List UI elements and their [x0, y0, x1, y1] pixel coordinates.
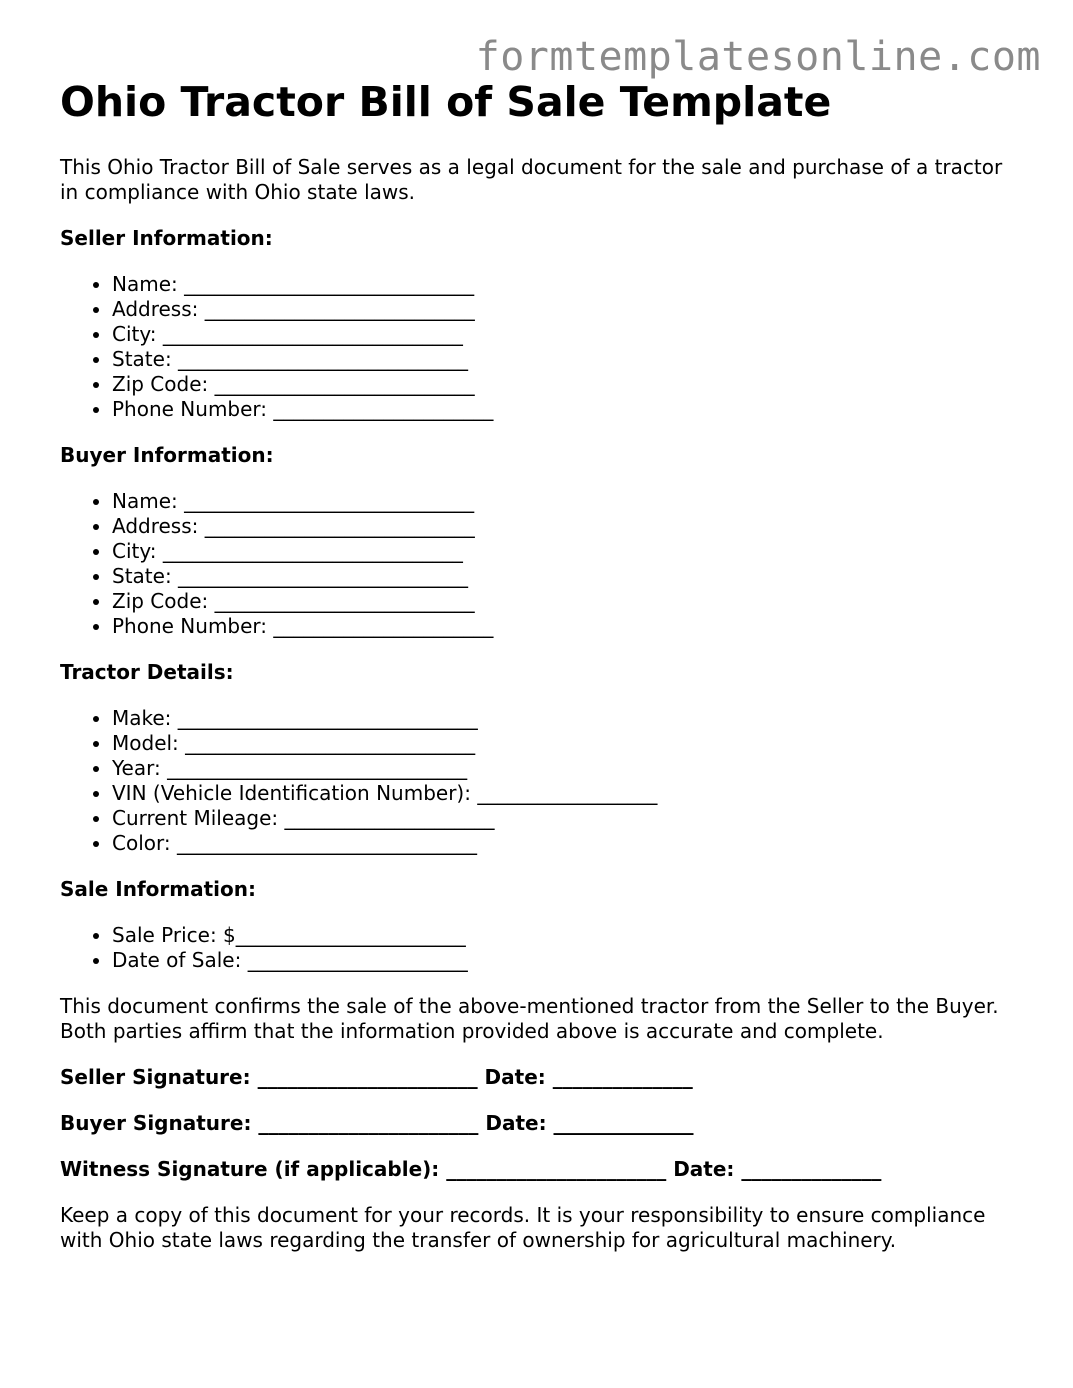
seller-signature-line: Seller Signature: ______________________ Date: ______________ [60, 1065, 693, 1089]
seller-phone-field: • Phone Number: ______________________ [112, 397, 1020, 422]
sale-price-field: • Sale Price: $_______________________ [112, 923, 1020, 948]
page-title: Ohio Tractor Bill of Sale Template [60, 78, 832, 126]
watermark: formtemplatesonline.com [475, 34, 1041, 80]
buyer-signature-line: Buyer Signature: ______________________ Date: ______________ [60, 1111, 694, 1135]
tractor-mileage-field: • Current Mileage: _____________________ [112, 806, 1020, 831]
seller-zip-field: • Zip Code: __________________________ [112, 372, 1020, 397]
buyer-section-heading: Buyer Information: [60, 443, 274, 467]
buyer-address-field: • Address: ___________________________ [112, 514, 1020, 539]
document-body [60, 76, 1020, 1253]
tractor-vin-field: • VIN (Vehicle Identification Number): __________________ [112, 781, 1020, 806]
confirmation-paragraph: This document confirms the sale of the above-mentioned tractor from the Seller to the Buyer. Both parties affirm that the information provided above is accurate and complete. [60, 994, 999, 1043]
tractor-year-field: • Year: ______________________________ [112, 756, 1020, 781]
tractor-section-heading: Tractor Details: [60, 660, 234, 684]
tractor-make-field: • Make: ______________________________ [112, 706, 1020, 731]
sale-field-list [60, 923, 1020, 973]
closing-paragraph: Keep a copy of this document for your records. It is your responsibility to ensure compliance with Ohio state laws regarding the transfer of ownership for agricultural machinery. [60, 1203, 986, 1252]
seller-city-field: • City: ______________________________ [112, 322, 1020, 347]
buyer-phone-field: • Phone Number: ______________________ [112, 614, 1020, 639]
seller-section-heading: Seller Information: [60, 226, 273, 250]
tractor-color-field: • Color: ______________________________ [112, 831, 1020, 856]
witness-signature-line: Witness Signature (if applicable): ______________________ Date: ______________ [60, 1157, 882, 1181]
intro-paragraph: This Ohio Tractor Bill of Sale serves as a legal document for the sale and purchase of a tractor in compliance with Ohio state laws. [60, 155, 1003, 204]
tractor-field-list [60, 706, 1020, 856]
buyer-state-field: • State: _____________________________ [112, 564, 1020, 589]
buyer-name-field: • Name: _____________________________ [112, 489, 1020, 514]
buyer-field-list [60, 489, 1020, 639]
seller-address-field: • Address: ___________________________ [112, 297, 1020, 322]
buyer-zip-field: • Zip Code: __________________________ [112, 589, 1020, 614]
seller-state-field: • State: _____________________________ [112, 347, 1020, 372]
buyer-city-field: • City: ______________________________ [112, 539, 1020, 564]
seller-name-field: • Name: _____________________________ [112, 272, 1020, 297]
seller-field-list [60, 272, 1020, 422]
tractor-model-field: • Model: _____________________________ [112, 731, 1020, 756]
sale-date-field: • Date of Sale: ______________________ [112, 948, 1020, 973]
sale-section-heading: Sale Information: [60, 877, 256, 901]
